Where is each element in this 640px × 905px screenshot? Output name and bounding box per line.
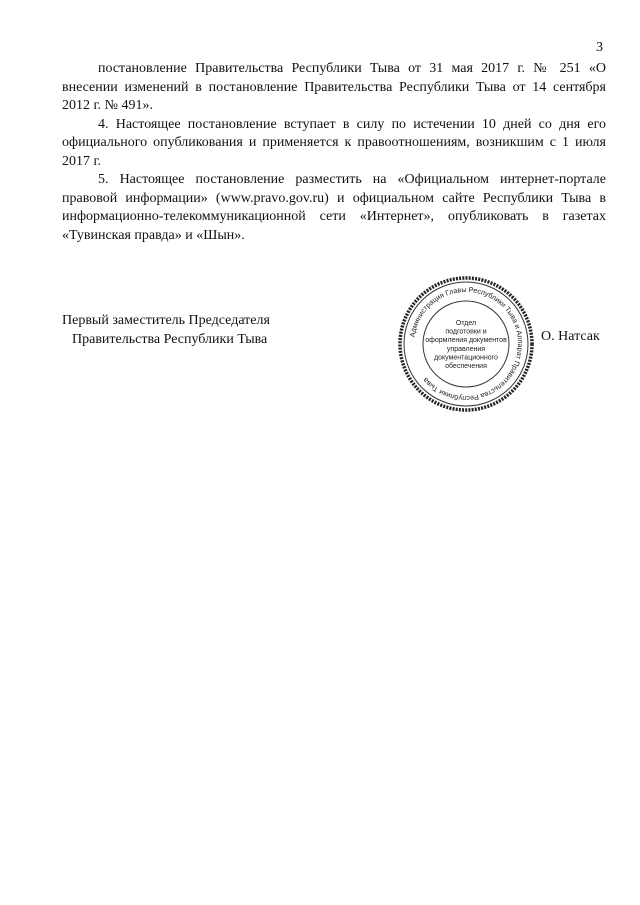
seal-center-line: обеспечения [445, 363, 487, 370]
signatory-title-line1: Первый заместитель Председателя [62, 313, 270, 328]
paragraph-4: 4. Настоящее постановление вступает в силу по истечении 10 дней со дня его официального опубликования и применяется к правоотношениям, возникшим с 1 июля 2017 г. [62, 116, 606, 169]
seal-center-line: документационного [434, 354, 498, 362]
official-seal [396, 274, 536, 414]
paragraph-5: 5. Настоящее постановление разместить на «Официальном интернет-портале правовой информации» (www.pravo.gov.ru) и официальном сайте Республики Тыва в информационно-телекоммуникационной сети «Интернет», опубликовать в газетах «Тувинская правда» и «Шын». [62, 172, 606, 243]
signatory-title [62, 311, 270, 349]
seal-center-line: подготовки и [445, 328, 487, 336]
seal-ring-text: Администрация Главы Республики Тыва и Аппарат Правительства Республики Тыва [407, 284, 526, 404]
document-body [62, 60, 606, 245]
seal-center-line: управления [446, 345, 486, 353]
seal-center-line: Отдел [455, 320, 477, 327]
seal-stamp [396, 274, 536, 414]
signatory-title-line2: Правительства Республики Тыва [72, 332, 268, 347]
seal-center-line: оформления документов [425, 337, 507, 345]
signatory-name: О. Натсак [541, 329, 600, 344]
page-number: 3 [596, 40, 603, 55]
paragraph-continuation: постановление Правительства Республики Тыва от 31 мая 2017 г. № 251 «О внесении изменений в постановление Правительства Республики Тыва от 14 сентября 2012 г. № 491». [62, 61, 606, 113]
